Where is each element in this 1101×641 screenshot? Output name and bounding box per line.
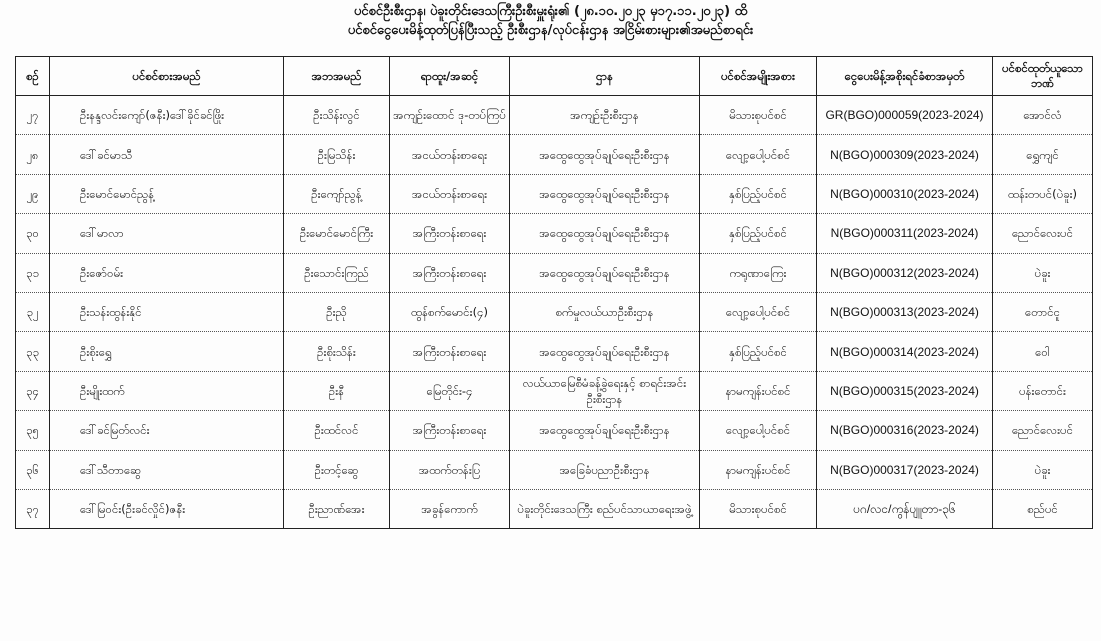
cell-no: ၃၀	[16, 214, 50, 253]
cell-no: ၃၂	[16, 292, 50, 331]
cell-dept: အထွေထွေအုပ်ချုပ်ရေးဦးစီးဌာန	[510, 135, 700, 174]
cell-bank: အောင်လံ	[993, 96, 1093, 135]
table-row	[16, 174, 1093, 213]
cell-name: ဒေါ်ခင်မြတ်လင်း	[50, 411, 284, 450]
cell-name: ဦးဇော်ဝမ်း	[50, 253, 284, 292]
document-title	[0, 0, 1101, 40]
cell-father: ဦးနီ	[284, 371, 390, 410]
cell-name: ဒေါ်ခင်မာသီ	[50, 135, 284, 174]
cell-bank: တောင်ငူ	[993, 292, 1093, 331]
header-name: ပင်စင်စားအမည်	[50, 57, 284, 96]
cell-bank: ပန်းတောင်း	[993, 371, 1093, 410]
cell-no: ၂၉	[16, 174, 50, 213]
cell-rank: အငယ်တန်းစာရေး	[390, 174, 510, 213]
table-row	[16, 96, 1093, 135]
cell-bank: ညောင်လေးပင်	[993, 411, 1093, 450]
cell-bank: ထန်းတပင်(ပဲခူး)	[993, 174, 1093, 213]
table-row	[16, 135, 1093, 174]
cell-father: ဦးကျော်ညွန့်	[284, 174, 390, 213]
cell-type: နာမကျန်းပင်စင်	[700, 371, 817, 410]
header-regno: ငွေပေးမိန့်အစိုးရင်ခံစာအမှတ်	[817, 57, 993, 96]
table-row	[16, 411, 1093, 450]
cell-rank: ထွန်စက်မောင်း(၄)	[390, 292, 510, 331]
header-bank: ပင်စင်ထုတ်ယူသောဘဏ်	[993, 57, 1093, 96]
cell-type: မိသားစုပင်စင်	[700, 96, 817, 135]
cell-dept: အထွေထွေအုပ်ချုပ်ရေးဦးစီးဌာန	[510, 214, 700, 253]
table-row	[16, 332, 1093, 371]
cell-name: ဒေါ်မြဝင်း(ဦးခင်လှိုင်)ဇနီး	[50, 489, 284, 528]
cell-no: ၃၇	[16, 489, 50, 528]
title-line-2: ပင်စင်ငွေပေးမိန့်ထုတ်ပြန်ပြီးသည့် ဦးစီးဌာန/လုပ်ငန်းဌာန အငြိမ်းစားများ၏အမည်စာရင်း	[347, 23, 754, 38]
cell-father: ဦးညာဏ်အေး	[284, 489, 390, 528]
cell-regno: N(BGO)000313(2023-2024)	[817, 292, 993, 331]
table-row	[16, 450, 1093, 489]
cell-dept: အထွေထွေအုပ်ချုပ်ရေးဦးစီးဌာန	[510, 332, 700, 371]
cell-rank: အကြီးတန်းစာရေး	[390, 253, 510, 292]
cell-father: ဦးမြသိန်း	[284, 135, 390, 174]
cell-dept: အထွေထွေအုပ်ချုပ်ရေးဦးစီးဌာန	[510, 253, 700, 292]
cell-type: မိသားစုပင်စင်	[700, 489, 817, 528]
cell-regno: N(BGO)000316(2023-2024)	[817, 411, 993, 450]
cell-rank: မြေတိုင်း-၄	[390, 371, 510, 410]
cell-no: ၃၆	[16, 450, 50, 489]
cell-no: ၃၅	[16, 411, 50, 450]
cell-dept: လယ်ယာမြေစီမံခန့်ခွဲရေးနှင့် စာရင်းအင်းဦးစီးဌာန	[510, 371, 700, 410]
table-row	[16, 214, 1093, 253]
cell-father: ဦးမောင်မောင်ကြီး	[284, 214, 390, 253]
cell-dept: အခြေခံပညာဦးစီးဌာန	[510, 450, 700, 489]
header-no: စဉ်	[16, 57, 50, 96]
header-father: အဘအမည်	[284, 57, 390, 96]
cell-name: ဦးမောင်မောင်ညွန့်	[50, 174, 284, 213]
cell-father: ဦးညို	[284, 292, 390, 331]
cell-rank: အကြီးတန်းစာရေး	[390, 411, 510, 450]
cell-name: ဒေါ်မာလာ	[50, 214, 284, 253]
table-row	[16, 489, 1093, 528]
cell-no: ၃၁	[16, 253, 50, 292]
cell-rank: အငယ်တန်းစာရေး	[390, 135, 510, 174]
cell-father: ဦးသောင်းကြည်	[284, 253, 390, 292]
cell-dept: အကျဉ်းဦးစီးဌာန	[510, 96, 700, 135]
cell-father: ဦးထင်လင်	[284, 411, 390, 450]
cell-regno: N(BGO)000317(2023-2024)	[817, 450, 993, 489]
cell-dept: ပဲခူးတိုင်းဒေသကြီး စည်ပင်သာယာရေးအဖွဲ့	[510, 489, 700, 528]
cell-dept: အထွေထွေအုပ်ချုပ်ရေးဦးစီးဌာန	[510, 174, 700, 213]
cell-father: ဦးတင့်ဆွေ	[284, 450, 390, 489]
cell-type: လျော့ပေါ့ပင်စင်	[700, 411, 817, 450]
cell-bank: ပဲခူး	[993, 253, 1093, 292]
cell-type: နှစ်ပြည့်ပင်စင်	[700, 332, 817, 371]
header-type: ပင်စင်အမျိုးအစား	[700, 57, 817, 96]
cell-no: ၃၃	[16, 332, 50, 371]
cell-no: ၃၄	[16, 371, 50, 410]
cell-regno: N(BGO)000315(2023-2024)	[817, 371, 993, 410]
cell-no: ၂၇	[16, 96, 50, 135]
cell-father: ဦးသိန်းလွင်	[284, 96, 390, 135]
cell-rank: အခွန်ကောက်	[390, 489, 510, 528]
cell-name: ဦးမျိုးထက်	[50, 371, 284, 410]
cell-type: လျော့ပေါ့ပင်စင်	[700, 135, 817, 174]
table-body	[16, 96, 1093, 529]
cell-dept: အထွေထွေအုပ်ချုပ်ရေးဦးစီးဌာန	[510, 411, 700, 450]
cell-type: လျော့ပေါ့ပင်စင်	[700, 292, 817, 331]
header-rank: ရာထူး/အဆင့်	[390, 57, 510, 96]
cell-regno: N(BGO)000310(2023-2024)	[817, 174, 993, 213]
pension-table	[15, 56, 1093, 529]
cell-regno: N(BGO)000309(2023-2024)	[817, 135, 993, 174]
cell-name: ဒေါ်သီတာဆွေ	[50, 450, 284, 489]
cell-regno: N(BGO)000312(2023-2024)	[817, 253, 993, 292]
cell-bank: ဝေါ	[993, 332, 1093, 371]
title-line-1: ပင်စင်ဦးစီးဌာန၊ ပဲခူးတိုင်းဒေသကြီးဦးစီးမှူးရုံး၏ (၂၈.၁၀.၂၀၂၃ မှ၁၇.၁၁.၂၀၂၃) ထိ	[353, 4, 748, 19]
cell-type: နှစ်ပြည့်ပင်စင်	[700, 174, 817, 213]
cell-bank: ရွှေကျင်	[993, 135, 1093, 174]
cell-name: ဦးစိုးရွှေ	[50, 332, 284, 371]
cell-bank: စည်ပင်	[993, 489, 1093, 528]
cell-name: ဦးနန္ဒလင်းကျော်(ဇနီး)ဒေါ်ခိုင်ခင်ဖြိုး	[50, 96, 284, 135]
cell-rank: အထက်တန်းပြ	[390, 450, 510, 489]
cell-regno: N(BGO)000311(2023-2024)	[817, 214, 993, 253]
header-dept: ဌာန	[510, 57, 700, 96]
table-row	[16, 371, 1093, 410]
cell-rank: အကြီးတန်းစာရေး	[390, 214, 510, 253]
cell-father: ဦးစိုးသိန်း	[284, 332, 390, 371]
cell-type: နှစ်ပြည့်ပင်စင်	[700, 214, 817, 253]
cell-name: ဦးသန်းထွန်းနိုင်	[50, 292, 284, 331]
cell-rank: အကြီးတန်းစာရေး	[390, 332, 510, 371]
table-row	[16, 292, 1093, 331]
cell-dept: စက်မှုလယ်ယာဦးစီးဌာန	[510, 292, 700, 331]
cell-regno: GR(BGO)000059(2023-2024)	[817, 96, 993, 135]
cell-type: ကရုဏာကြေး	[700, 253, 817, 292]
cell-bank: ညောင်လေးပင်	[993, 214, 1093, 253]
header-row	[16, 57, 1093, 96]
cell-type: နာမကျန်းပင်စင်	[700, 450, 817, 489]
cell-regno: N(BGO)000314(2023-2024)	[817, 332, 993, 371]
table-row	[16, 253, 1093, 292]
cell-rank: အကျဉ်းထောင် ဒု-တပ်ကြပ်	[390, 96, 510, 135]
cell-regno: ပဂ/လင/ကွန်ပျူတာ-၃၆	[817, 489, 993, 528]
cell-no: ၂၈	[16, 135, 50, 174]
cell-bank: ပဲခူး	[993, 450, 1093, 489]
